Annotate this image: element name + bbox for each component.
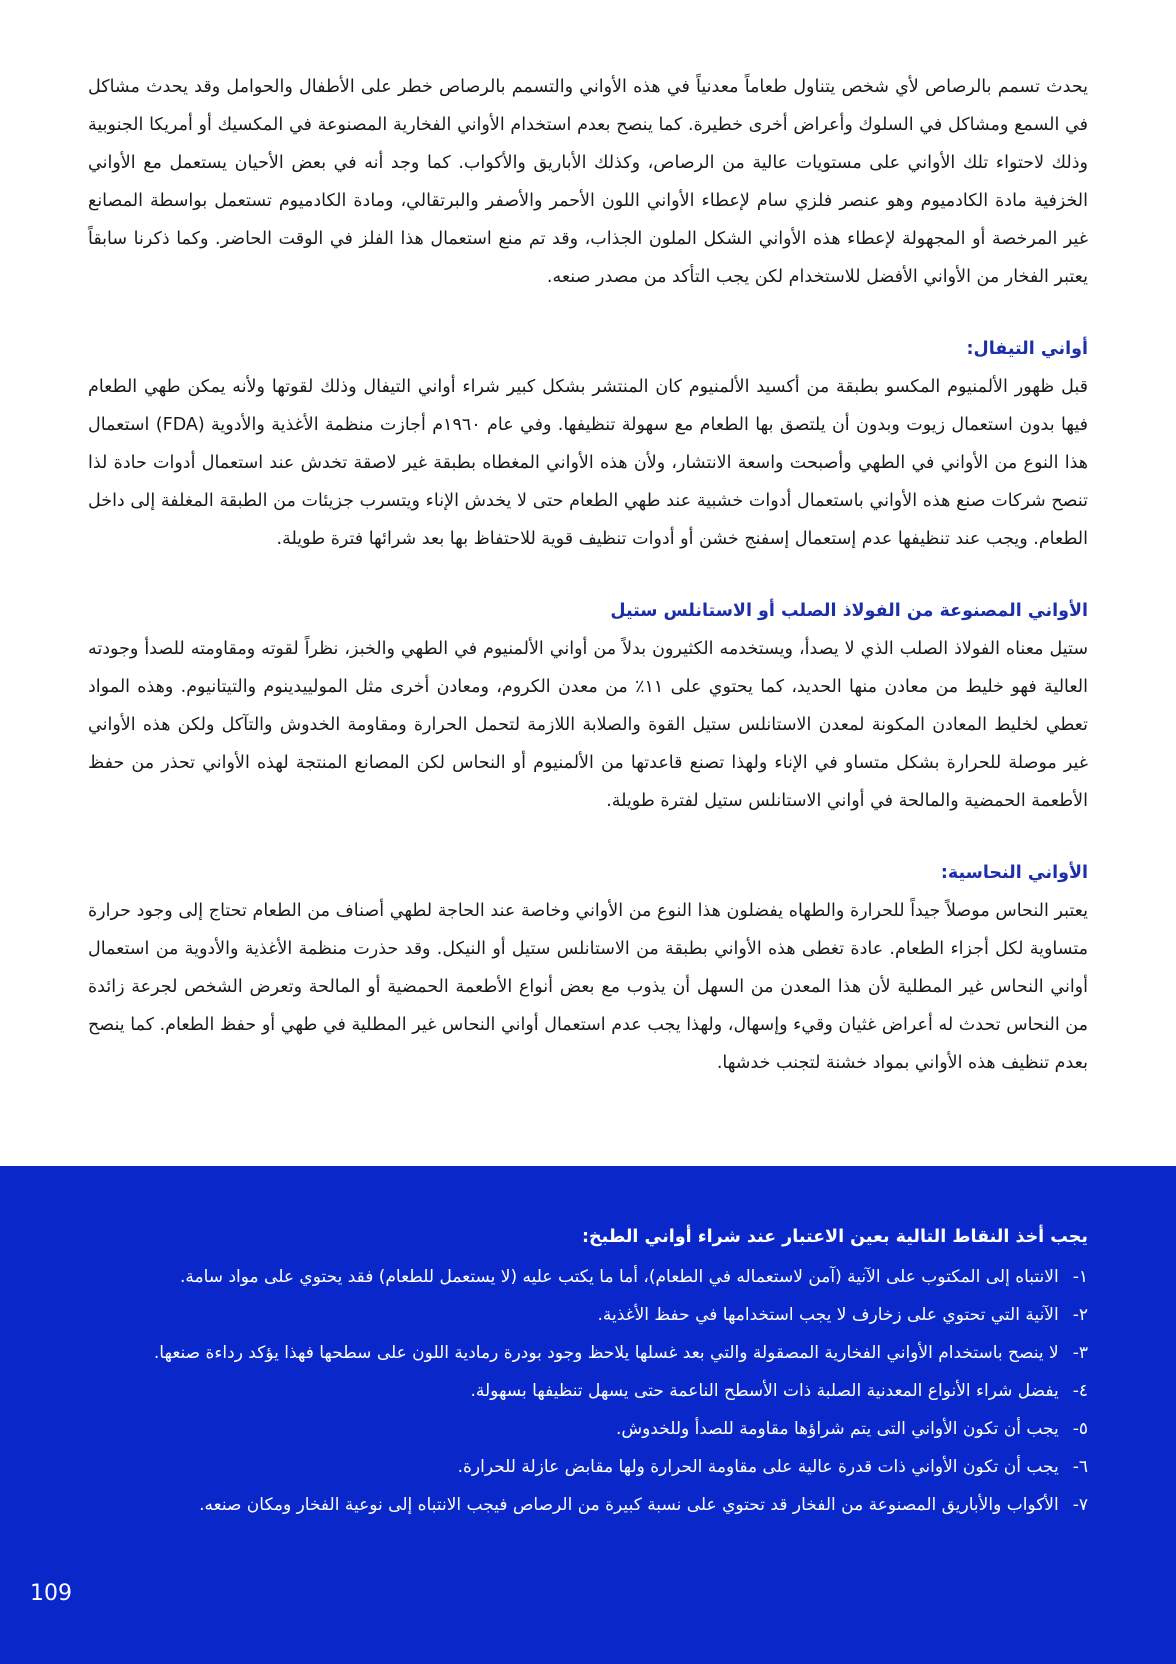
tip-item — [88, 1486, 1088, 1524]
section-paragraph-copper: يعتبر النحاس موصلاً جيداً للحرارة والطهاه يفضلون هذا النوع من الأواني وخاصة عند الحاجة لطهي أصناف من الطعام تحتاج إلى وجود حرارة متساوية لكل أجزاء الطعام. عادة تغطى هذه الأواني بطبقة من الاستانلس ستيل أو النيكل. وقد حذرت منظمة الأغذية والأدوية من استعمال أواني النحاس غير المطلية لأن هذا المعدن من السهل أن يذوب مع بعض أنواع الأطعمة الحمضية أو المالحة وتعرض الشخص لجرعة زائدة من النحاس تحدث له أعراض غثيان وقيء وإسهال، ولهذا يجب عدم استعمال أواني النحاس غير المطلية في طهي أو حفظ الطعام. كما ينصح بعدم تنظيف هذه الأواني بمواد خشنة لتجنب خدشها. — [88, 901, 1088, 1073]
tip-number: ٦- — [1072, 1457, 1088, 1477]
tip-text: لا ينصح باستخدام الأواني الفخارية المصقولة والتي بعد غسلها يلاحظ وجود بودرة رمادية اللون على سطحها فهذا يؤكد رداءة صنعها. — [153, 1343, 1059, 1363]
tips-panel — [0, 1166, 1176, 1664]
tip-number: ١- — [1072, 1267, 1088, 1287]
tip-item — [88, 1296, 1088, 1334]
tip-number: ٢- — [1072, 1305, 1088, 1325]
tip-number: ٥- — [1072, 1419, 1088, 1439]
tip-item — [88, 1372, 1088, 1410]
section-teflon — [88, 334, 1088, 558]
tip-number: ٤- — [1072, 1381, 1088, 1401]
tip-text: الأكواب والأباريق المصنوعة من الفخار قد تحتوي على نسبة كبيرة من الرصاص فيجب الانتباه إلى نوعية الفخار ومكان صنعه. — [199, 1495, 1059, 1515]
tip-number: ٣- — [1072, 1343, 1088, 1363]
tip-item — [88, 1410, 1088, 1448]
section-heading-stainless-steel: الأواني المصنوعة من الفولاذ الصلب أو الاستانلس ستيل — [610, 601, 1088, 621]
tips-panel-content — [88, 1222, 1088, 1524]
intro-paragraph: يحدث تسمم بالرصاص لأي شخص يتناول طعاماً معدنياً في هذه الأواني والتسمم بالرصاص خطر على الأطفال والحوامل وقد يحدث مشاكل في السمع ومشاكل في السلوك وأعراض أخرى خطيرة. كما ينصح بعدم استخدام الأواني الفخارية المصنوعة في المكسيك أو أمريكا الجنوبية وذلك لاحتواء تلك الأواني على مستويات عالية من الرصاص، وكذلك الأباريق والأكواب. كما وجد أنه في بعض الأحيان يستعمل مع الأواني الخزفية مادة الكادميوم وهو عنصر فلزي سام لإعطاء الأواني اللون الأحمر والأصفر والبرتقالي، ومادة الكادميوم تستعمل بواسطة المصانع غير المرخصة أو المجهولة لإعطاء هذه الأواني الشكل الملون الجذاب، وقد تم منع استعمال هذا الفلز في الوقت الحاضر. وكما ذكرنا سابقاً يعتبر الفخار من الأواني الأفضل للاستخدام لكن يجب التأكد من مصدر صنعه. — [88, 77, 1088, 287]
tip-text: يجب أن تكون الأواني ذات قدرة عالية على مقاومة الحرارة ولها مقابض عازلة للحرارة. — [457, 1457, 1059, 1477]
page-number: 109 — [30, 1581, 72, 1606]
section-stainless-steel — [88, 596, 1088, 820]
tip-item — [88, 1448, 1088, 1486]
tip-text: يجب أن تكون الأواني التى يتم شراؤها مقاومة للصدأ وللخدوش. — [615, 1419, 1059, 1439]
tip-text: الانتباه إلى المكتوب على الآنية (آمن لاستعماله في الطعام)، أما ما يكتب عليه (لا يستعمل للطعام) فقد يحتوي على مواد سامة. — [180, 1267, 1059, 1287]
tip-text: الآنية التي تحتوي على زخارف لا يجب استخدامها في حفظ الأغذية. — [597, 1305, 1059, 1325]
tip-item — [88, 1334, 1088, 1372]
tip-number: ٧- — [1072, 1495, 1088, 1515]
section-paragraph-teflon: قبل ظهور الألمنيوم المكسو بطبقة من أكسيد الألمنيوم كان المنتشر بشكل كبير شراء أواني التيفال وذلك لقوتها ولأنه يمكن طهي الطعام فيها بدون استعمال زيوت وبدون أن يلتصق بها الطعام مع سهولة تنظيفها. وفي عام ١٩٦٠م أجازت منظمة الأغذية والأدوية (FDA) استعمال هذا النوع من الأواني في الطهي وأصبحت واسعة الانتشار، ولأن هذه الأواني المغطاه بطبقة غير لاصقة تخدش عند استعمال أدوات حادة لذا تنصح شركات صنع هذه الأواني باستعمال أدوات خشبية عند طهي الطعام حتى لا يخدش الإناء ويتسرب جزيئات من الطبقة المغلفة إلى داخل الطعام. ويجب عند تنظيفها عدم إستعمال إسفنج خشن أو أدوات تنظيف قوية للاحتفاظ بها بعد شرائها فترة طويلة. — [88, 377, 1088, 549]
tip-item — [88, 1258, 1088, 1296]
article-body — [88, 68, 1088, 1082]
tip-text: يفضل شراء الأنواع المعدنية الصلبة ذات الأسطح الناعمة حتى يسهل تنظيفها بسهولة. — [470, 1381, 1059, 1401]
section-copper — [88, 858, 1088, 1082]
section-heading-copper: الأواني النحاسية: — [940, 863, 1088, 883]
tips-list — [88, 1258, 1088, 1524]
tips-title: يجب أخذ النقاط التالية بعين الاعتبار عند شراء أواني الطبخ: — [582, 1227, 1088, 1247]
section-paragraph-stainless-steel: ستيل معناه الفولاذ الصلب الذي لا يصدأ، ويستخدمه الكثيرون بدلاً من أواني الألمنيوم في الطهي والخبز، نظراً لقوته ومقاومته للصدأ وجودته العالية فهو خليط من معادن منها الحديد، كما يحتوي على ١١٪ من معدن الكروم، ومعادن أخرى مثل المولييدينوم والتيتانيوم. وهذه المواد تعطي لخليط المعادن المكونة لمعدن الاستانلس ستيل القوة والصلابة اللازمة لتحمل الحرارة ومقاومة الخدوش والتآكل ولكن هذه الأواني غير موصلة للحرارة بشكل متساو في الإناء ولهذا تصنع قاعدتها من الألمنيوم أو النحاس لكن المصانع المنتجة لهذه الأواني تحذر من حفظ الأطعمة الحمضية والمالحة في أواني الاستانلس ستيل لفترة طويلة. — [88, 639, 1088, 811]
section-heading-teflon: أواني التيفال: — [966, 339, 1088, 359]
